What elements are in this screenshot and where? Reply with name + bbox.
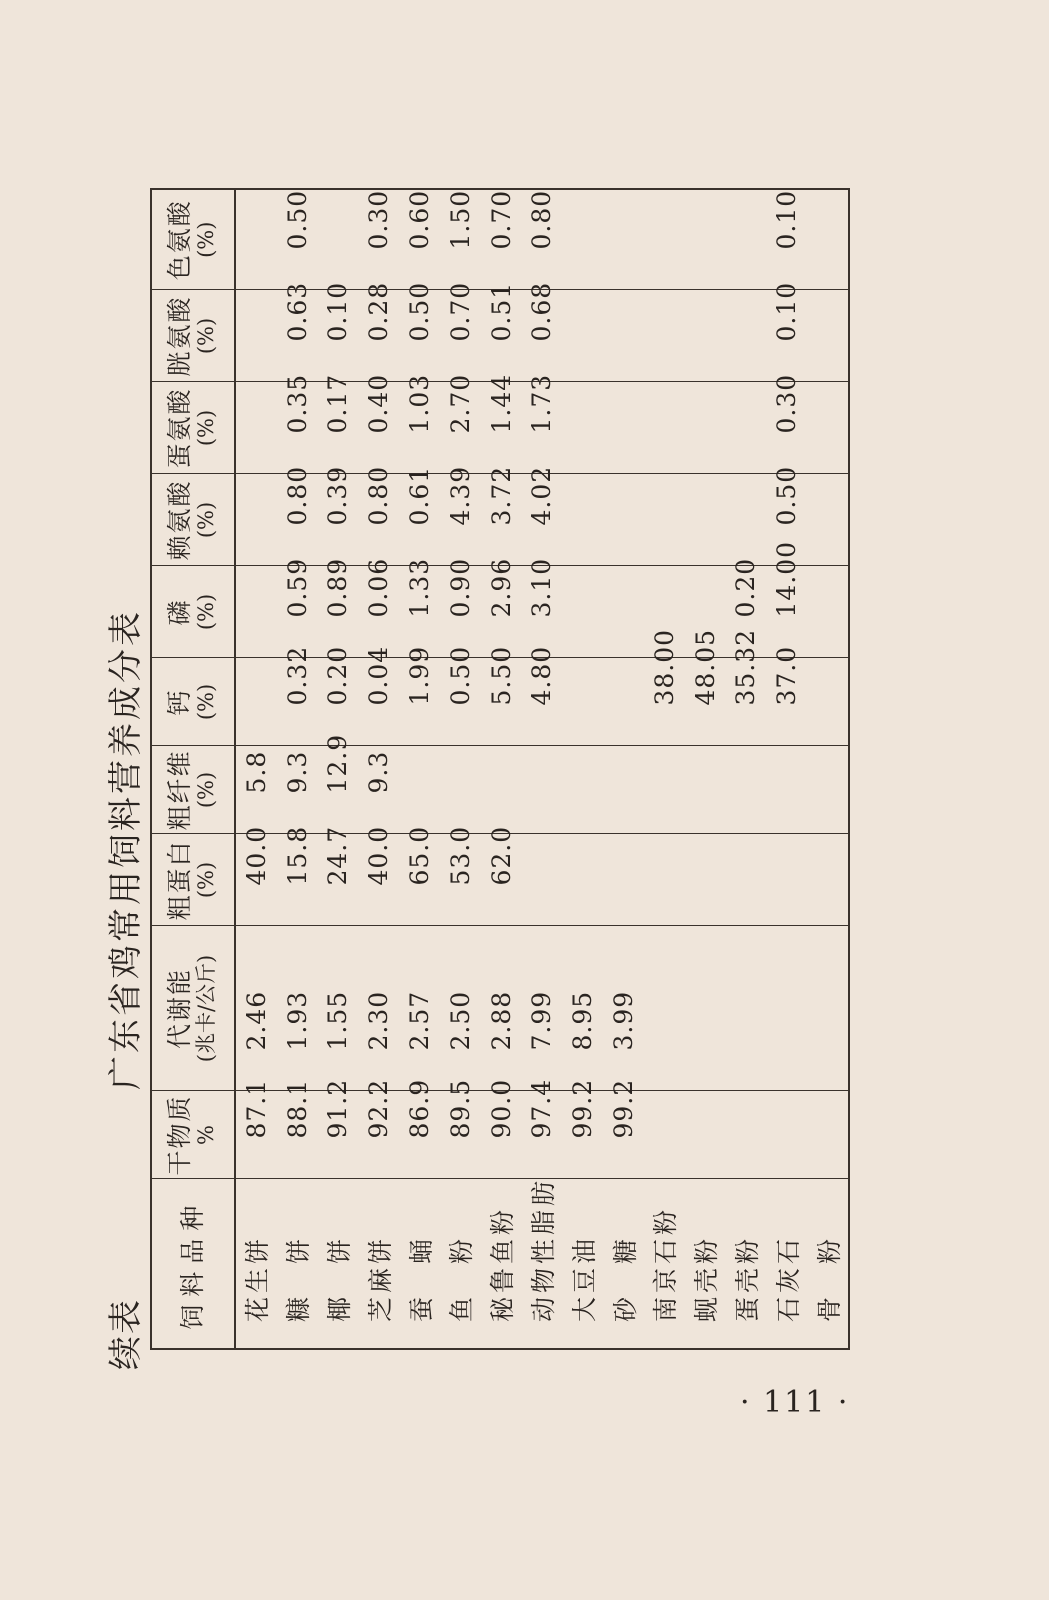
value-cell (644, 382, 685, 474)
continued-label: 续表 (106, 1298, 146, 1370)
column-header-label: 粗纤维 (165, 749, 194, 831)
value-cell (807, 290, 849, 382)
value-cell (644, 1091, 685, 1179)
table-row (481, 189, 522, 1349)
value-cell: 2.30 (358, 926, 399, 1091)
column-header-label: 代谢能 (165, 968, 194, 1050)
value-cell: 0.50 (399, 290, 440, 382)
column-header-10 (151, 189, 235, 290)
value-cell (807, 834, 849, 926)
value-cell: 0.60 (399, 189, 440, 290)
value-cell: 1.73 (522, 382, 563, 474)
value-cell (685, 834, 726, 926)
feed-name-cell: 南京石粉 (644, 1179, 685, 1349)
value-cell (235, 566, 277, 658)
value-cell: 4.80 (522, 658, 563, 746)
value-cell (562, 474, 603, 566)
value-cell (603, 746, 644, 834)
feed-name-cell: 骨 粉 (807, 1179, 849, 1349)
column-header-3 (151, 834, 235, 926)
value-cell: 90.0 (481, 1091, 522, 1179)
value-cell: 1.33 (399, 566, 440, 658)
value-cell: 65.0 (399, 834, 440, 926)
value-cell: 0.30 (358, 189, 399, 290)
value-cell (235, 658, 277, 746)
value-cell: 0.10 (318, 290, 359, 382)
value-cell: 0.63 (277, 290, 318, 382)
feed-name-cell: 石灰石 (766, 1179, 807, 1349)
value-cell: 0.20 (726, 566, 767, 658)
column-header-9 (151, 290, 235, 382)
value-cell (603, 834, 644, 926)
feed-name-cell: 大豆油 (562, 1179, 603, 1349)
value-cell: 2.70 (440, 382, 481, 474)
value-cell: 0.30 (766, 382, 807, 474)
value-cell: 99.2 (603, 1091, 644, 1179)
value-cell (685, 926, 726, 1091)
feed-name-cell: 芝麻饼 (358, 1179, 399, 1349)
column-header-unit: (%) (194, 771, 218, 809)
value-cell: 0.10 (766, 290, 807, 382)
value-cell (726, 290, 767, 382)
value-cell: 8.95 (562, 926, 603, 1091)
value-cell (685, 382, 726, 474)
value-cell (766, 926, 807, 1091)
table-row (726, 189, 767, 1349)
value-cell (440, 746, 481, 834)
value-cell: 35.32 (726, 658, 767, 746)
feed-name-cell: 蛋壳粉 (726, 1179, 767, 1349)
table-title: 广东省鸡常用饲料营养成分表 (106, 609, 146, 1090)
value-cell: 1.99 (399, 658, 440, 746)
value-cell (522, 834, 563, 926)
table-row (562, 189, 603, 1349)
value-cell: 4.39 (440, 474, 481, 566)
value-cell (644, 189, 685, 290)
value-cell (726, 926, 767, 1091)
feed-name-cell: 花生饼 (235, 1179, 277, 1349)
column-header-unit: (%) (194, 861, 218, 899)
value-cell: 0.80 (522, 189, 563, 290)
value-cell (644, 290, 685, 382)
value-cell: 12.9 (318, 746, 359, 834)
value-cell: 99.2 (562, 1091, 603, 1179)
value-cell (399, 746, 440, 834)
column-header-0 (151, 1179, 235, 1349)
column-header-1 (151, 1091, 235, 1179)
value-cell (562, 290, 603, 382)
value-cell: 5.50 (481, 658, 522, 746)
value-cell (726, 1091, 767, 1179)
value-cell: 9.3 (277, 746, 318, 834)
feed-name-cell: 蚬壳粉 (685, 1179, 726, 1349)
value-cell: 86.9 (399, 1091, 440, 1179)
value-cell (562, 382, 603, 474)
value-cell: 37.0 (766, 658, 807, 746)
value-cell: 53.0 (440, 834, 481, 926)
value-cell: 0.06 (358, 566, 399, 658)
value-cell (481, 746, 522, 834)
value-cell: 0.39 (318, 474, 359, 566)
column-header-label: 饲料品种 (178, 1197, 207, 1330)
value-cell (603, 290, 644, 382)
value-cell (766, 746, 807, 834)
column-header-unit: (%) (194, 593, 218, 631)
value-cell (766, 834, 807, 926)
table-row (318, 189, 359, 1349)
value-cell: 88.1 (277, 1091, 318, 1179)
value-cell (685, 290, 726, 382)
table-row (440, 189, 481, 1349)
value-cell: 0.70 (481, 189, 522, 290)
value-cell: 4.02 (522, 474, 563, 566)
value-cell: 1.50 (440, 189, 481, 290)
value-cell (807, 189, 849, 290)
feed-name-cell: 糠 饼 (277, 1179, 318, 1349)
value-cell: 0.89 (318, 566, 359, 658)
value-cell: 0.50 (440, 658, 481, 746)
column-header-unit: (%) (194, 221, 218, 258)
value-cell: 2.46 (235, 926, 277, 1091)
value-cell: 14.00 (766, 566, 807, 658)
feed-name-cell: 蚕 蛹 (399, 1179, 440, 1349)
column-header-label: 蛋氨酸 (165, 387, 194, 469)
value-cell: 1.03 (399, 382, 440, 474)
value-cell: 92.2 (358, 1091, 399, 1179)
value-cell: 3.99 (603, 926, 644, 1091)
feed-name-cell: 椰 饼 (318, 1179, 359, 1349)
value-cell (807, 1091, 849, 1179)
column-header-label: 粗蛋白 (165, 839, 194, 921)
feed-name-cell: 秘鲁鱼粉 (481, 1179, 522, 1349)
value-cell (235, 290, 277, 382)
column-header-label: 干物质 (165, 1094, 194, 1176)
value-cell: 15.8 (277, 834, 318, 926)
value-cell: 0.17 (318, 382, 359, 474)
value-cell: 48.05 (685, 658, 726, 746)
value-cell (318, 189, 359, 290)
value-cell: 0.61 (399, 474, 440, 566)
value-cell (726, 382, 767, 474)
table-row (235, 189, 277, 1349)
column-header-6 (151, 566, 235, 658)
column-header-unit: (兆卡/公斤) (194, 954, 218, 1063)
value-cell (644, 834, 685, 926)
rotated-table-area (90, 190, 870, 1390)
value-cell (807, 926, 849, 1091)
table-row (807, 189, 849, 1349)
column-header-label: 赖氨酸 (165, 479, 194, 561)
value-cell (726, 834, 767, 926)
value-cell (235, 382, 277, 474)
table-row (766, 189, 807, 1349)
value-cell (562, 834, 603, 926)
value-cell (726, 189, 767, 290)
value-cell: 0.51 (481, 290, 522, 382)
value-cell: 0.20 (318, 658, 359, 746)
value-cell: 89.5 (440, 1091, 481, 1179)
value-cell: 0.59 (277, 566, 318, 658)
value-cell: 0.50 (766, 474, 807, 566)
value-cell (603, 474, 644, 566)
value-cell: 0.04 (358, 658, 399, 746)
feed-name-cell: 鱼 粉 (440, 1179, 481, 1349)
value-cell (522, 746, 563, 834)
value-cell (726, 474, 767, 566)
value-cell (603, 382, 644, 474)
value-cell: 7.99 (522, 926, 563, 1091)
value-cell (603, 566, 644, 658)
column-header-unit: (%) (194, 409, 218, 447)
column-header-label: 胱氨酸 (165, 295, 194, 377)
table-row (603, 189, 644, 1349)
table-row (358, 189, 399, 1349)
value-cell: 0.80 (358, 474, 399, 566)
column-header-7 (151, 474, 235, 566)
value-cell: 1.44 (481, 382, 522, 474)
value-cell (807, 658, 849, 746)
table-row (522, 189, 563, 1349)
value-cell: 97.4 (522, 1091, 563, 1179)
value-cell: 40.0 (235, 834, 277, 926)
value-cell: 1.55 (318, 926, 359, 1091)
value-cell: 0.50 (277, 189, 318, 290)
table-row (644, 189, 685, 1349)
value-cell: 0.32 (277, 658, 318, 746)
value-cell (685, 746, 726, 834)
value-cell: 2.88 (481, 926, 522, 1091)
value-cell: 2.50 (440, 926, 481, 1091)
value-cell (562, 566, 603, 658)
value-cell (807, 474, 849, 566)
value-cell: 0.68 (522, 290, 563, 382)
value-cell: 87.1 (235, 1091, 277, 1179)
value-cell (807, 746, 849, 834)
value-cell (235, 474, 277, 566)
table-body (235, 189, 849, 1349)
column-header-unit: (%) (194, 683, 218, 721)
value-cell: 0.70 (440, 290, 481, 382)
value-cell (644, 926, 685, 1091)
page-number: · 111 · (740, 1385, 850, 1420)
value-cell: 0.35 (277, 382, 318, 474)
value-cell (644, 746, 685, 834)
column-header-5 (151, 658, 235, 746)
value-cell: 0.40 (358, 382, 399, 474)
value-cell (685, 474, 726, 566)
value-cell (562, 658, 603, 746)
value-cell (562, 189, 603, 290)
table-row (277, 189, 318, 1349)
value-cell: 2.96 (481, 566, 522, 658)
value-cell: 3.10 (522, 566, 563, 658)
value-cell: 0.90 (440, 566, 481, 658)
value-cell (807, 382, 849, 474)
column-header-2 (151, 926, 235, 1091)
value-cell: 5.8 (235, 746, 277, 834)
value-cell: 0.28 (358, 290, 399, 382)
column-header-8 (151, 382, 235, 474)
value-cell: 40.0 (358, 834, 399, 926)
value-cell (685, 1091, 726, 1179)
value-cell: 1.93 (277, 926, 318, 1091)
value-cell (807, 566, 849, 658)
nutrition-table (150, 188, 850, 1350)
value-cell (562, 746, 603, 834)
column-header-label: 色氨酸 (165, 199, 194, 281)
value-cell (603, 658, 644, 746)
feed-name-cell: 砂 糖 (603, 1179, 644, 1349)
header-row (151, 189, 235, 1349)
value-cell: 38.00 (644, 658, 685, 746)
column-header-4 (151, 746, 235, 834)
value-cell: 2.57 (399, 926, 440, 1091)
value-cell: 9.3 (358, 746, 399, 834)
feed-name-cell: 动物性脂肪 (522, 1179, 563, 1349)
table-row (685, 189, 726, 1349)
value-cell: 3.72 (481, 474, 522, 566)
column-header-unit: % (194, 1125, 218, 1145)
value-cell: 24.7 (318, 834, 359, 926)
value-cell (603, 189, 644, 290)
value-cell: 0.10 (766, 189, 807, 290)
column-header-unit: (%) (194, 501, 218, 539)
value-cell: 0.80 (277, 474, 318, 566)
value-cell (644, 474, 685, 566)
value-cell: 91.2 (318, 1091, 359, 1179)
column-header-label: 磷 (165, 598, 194, 626)
title-row (90, 190, 152, 1390)
column-header-unit: (%) (194, 317, 218, 355)
value-cell: 62.0 (481, 834, 522, 926)
value-cell (726, 746, 767, 834)
column-header-label: 钙 (165, 688, 194, 716)
value-cell (235, 189, 277, 290)
value-cell (766, 1091, 807, 1179)
value-cell (685, 189, 726, 290)
table-row (399, 189, 440, 1349)
